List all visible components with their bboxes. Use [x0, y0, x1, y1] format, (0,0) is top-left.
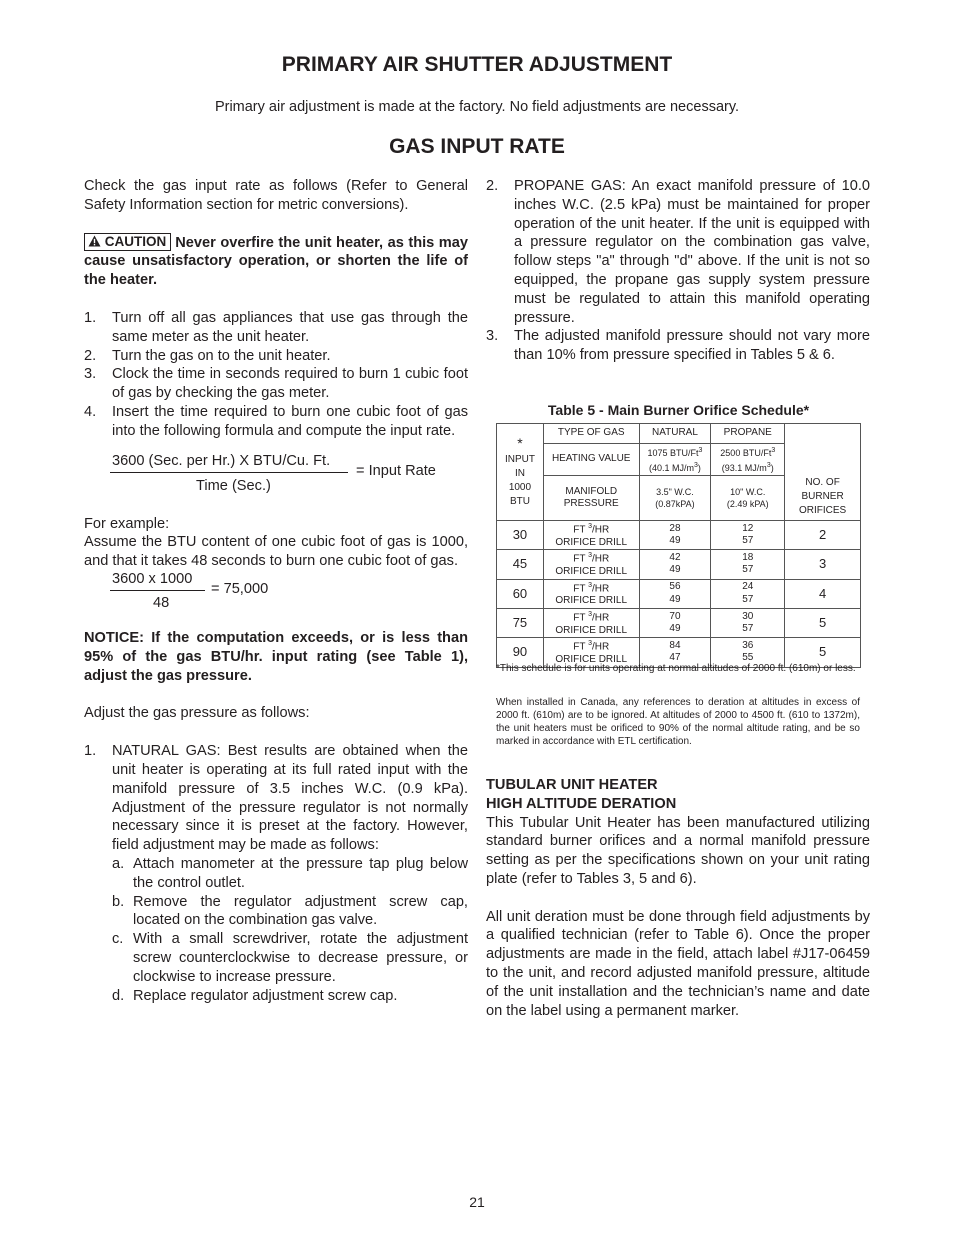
orifices-header: [785, 424, 861, 521]
natural-drill-value: 49: [669, 535, 681, 547]
gas-adjust-list-continued: [486, 177, 870, 365]
substep-letter: b.: [112, 893, 125, 910]
propane-ft-value: 36: [742, 639, 754, 651]
step-number: 2.: [84, 347, 97, 364]
propane-drill-value: 57: [742, 535, 754, 547]
caution-badge: [84, 233, 171, 251]
row-label: FT: [573, 553, 586, 565]
propane-ft-value: 18: [742, 551, 754, 563]
list-item: [112, 855, 468, 893]
hv-sup: 3: [766, 461, 771, 469]
row-label-sup: 3: [588, 610, 592, 618]
fraction-bar: [110, 590, 205, 591]
list-item: [84, 742, 468, 1005]
step-number: 1.: [84, 309, 97, 326]
steps-list: [84, 309, 468, 441]
header-text: BTU: [509, 495, 530, 507]
orifices-cell: 2: [785, 521, 861, 550]
substep-text: Remove the regulator adjustment screw cap, located on the combination gas valve.: [133, 893, 468, 929]
natural-heating-value: [639, 444, 711, 476]
formula-denominator: Time (Sec.): [196, 477, 271, 494]
caution-text: Never overfire the unit heater, as this may cause unsatisfactory operation, or shorten the life of the heater.: [84, 234, 468, 289]
example-denominator: 48: [153, 594, 170, 611]
list-item: [84, 347, 468, 366]
row-label: FT: [573, 524, 586, 536]
row-label: FT: [573, 612, 586, 624]
primary-air-heading: PRIMARY AIR SHUTTER ADJUSTMENT: [281, 53, 673, 76]
example-formula: [84, 571, 468, 617]
orifices-cell: 3: [785, 550, 861, 579]
formula-numerator: 3600 (Sec. per Hr.) X BTU/Cu. Ft.: [112, 452, 331, 469]
step-text: Turn off all gas appliances that use gas through the same meter as the unit heater.: [112, 309, 468, 345]
primary-air-text: Primary air adjustment is made at the factory. No field adjustments are necessary.: [214, 99, 740, 115]
list-item: [486, 177, 870, 327]
page-number: 21: [469, 1194, 485, 1210]
propane-ft-value: 30: [742, 610, 754, 622]
substep-text: Attach manometer at the pressure tap plug below the control outlet.: [133, 855, 468, 891]
table-row: [497, 521, 861, 550]
natural-gas-text: NATURAL GAS: Best results are obtained when the unit heater is operating at its full rated input with the manifold pressure of 3.5 inches W.C. (0.9 kPa). Adjustment of the pressure regulator is not normally necessary since it is preset at the factory. However, field adjustment may be made as follows:: [112, 743, 468, 854]
hv-sup: 3: [771, 447, 776, 454]
altitude-paragraph-2: All unit deration must be done through field adjustments by a qualified technician (refer to Table 6). Once the proper adjustments are made in the field, attach label #J17-06459 to the unit, and record adjusted manifold pressure, altitude of the unit installation and the technician’s name and date on the label using a permanent marker.: [486, 908, 870, 1019]
orifices-cell: 5: [785, 608, 861, 637]
propane-drill-value: 57: [742, 623, 754, 635]
step-number: 3.: [486, 328, 499, 345]
header-text: PRESSURE: [563, 498, 619, 509]
altitude-section: [486, 776, 870, 1020]
input-btu-cell: 75: [497, 608, 544, 637]
propane-gas-text: PROPANE GAS: An exact manifold pressure of 10.0 inches W.C. (2.5 kPa) must be maintained for proper operation of the unit heater. If the unit is equipped with a pressure regulator on the combination gas valve, follow steps "a" through "d" above. If the unit is not so equipped, the propane gas supply system pressure must be regulated to attain this manifold operating pressure.: [514, 178, 870, 326]
altitude-heading-1: TUBULAR UNIT HEATER: [486, 777, 658, 793]
header-text: NO. OF: [805, 477, 840, 488]
step-number: 1.: [84, 743, 97, 760]
altitude-heading-2: HIGH ALTITUDE DERATION: [486, 795, 677, 812]
row-label-cell: [543, 579, 639, 608]
example-numerator: 3600 x 1000: [112, 570, 193, 587]
list-item: [112, 987, 468, 1006]
step-number: 3.: [84, 366, 97, 383]
input-btu-cell: 45: [497, 550, 544, 579]
input-btu-cell: 30: [497, 521, 544, 550]
gas-adjust-list: [84, 742, 468, 1005]
step-text: Insert the time required to burn one cubic foot of gas into the following formula and compute the input rate.: [112, 403, 468, 439]
left-column: [84, 177, 468, 1005]
substep-text: With a small screwdriver, rotate the adjustment screw counterclockwise to decrease pressure, or clockwise to increase pressure.: [133, 931, 468, 985]
manifold-pressure-header: [543, 476, 639, 521]
mp-text: 10" W.C.: [730, 486, 766, 497]
natural-ft-value: 28: [669, 522, 681, 534]
caution-label: CAUTION: [104, 233, 167, 249]
row-label: ORIFICE DRILL: [555, 536, 628, 548]
right-column-top: [486, 177, 870, 365]
orifice-rows: [497, 521, 861, 668]
orifice-schedule-table: [496, 423, 861, 668]
input-btu-cell: 90: [497, 638, 544, 667]
propane-values-cell: [711, 579, 785, 608]
row-label: ORIFICE DRILL: [555, 624, 628, 636]
intro-paragraph: Check the gas input rate as follows (Refer to General Safety Information section for metric conversions).: [84, 178, 468, 213]
row-label-sup: 3: [588, 581, 592, 589]
propane-ft-value: 24: [742, 581, 754, 593]
row-label: ORIFICE DRILL: [555, 595, 628, 607]
natural-drill-value: 49: [669, 564, 681, 576]
natural-values-cell: [639, 579, 711, 608]
input-rate-formula: [84, 452, 468, 500]
input-btu-cell: 60: [497, 579, 544, 608]
step-text: Turn the gas on to the unit heater.: [112, 347, 331, 364]
table-title: Table 5 - Main Burner Orifice Schedule*: [547, 402, 810, 418]
type-of-gas-header: TYPE OF GAS: [543, 424, 639, 444]
warning-triangle-icon: [88, 235, 101, 247]
row-label: FT: [573, 582, 586, 594]
step-text: Clock the time in seconds required to burn 1 cubic foot of gas by checking the gas meter.: [112, 366, 468, 402]
propane-header: PROPANE: [711, 424, 785, 444]
header-text: IN: [514, 467, 525, 479]
propane-manifold-pressure: [711, 476, 785, 521]
row-label-sup: 3: [588, 552, 592, 560]
natural-drill-value: 49: [669, 623, 681, 635]
row-label-sup: 3: [588, 640, 592, 648]
table-footnote-2: When installed in Canada, any references to deration at altitudes in excess of 2000 ft. (610m) are to be ignored. At altitudes of 2000 to 4500 ft. (610 to 1372m), the unit heaters must be orificed to 90% of the normal altitude rating, and be so marked in accordance with ETL certification.: [496, 697, 860, 747]
row-label: /HR: [591, 524, 610, 536]
altitude-paragraph-1: This Tubular Unit Heater has been manufactured utilizing standard burner orifices and a normal manifold pressure setting as per the specifications shown on your unit rating plate (refer to Tables 3, 5 and 6).: [486, 814, 870, 887]
orifices-cell: 5: [785, 638, 861, 667]
natural-ft-value: 42: [669, 551, 681, 563]
hv-text: (93.1 MJ/m: [721, 462, 767, 473]
example-result: = 75,000: [211, 580, 269, 597]
step-text: The adjusted manifold pressure should not vary more than 10% from pressure specified in Tables 5 & 6.: [514, 328, 870, 364]
substep-letter: c.: [112, 931, 124, 948]
mp-text: 3.5" W.C.: [656, 486, 694, 497]
table-row: [497, 550, 861, 579]
hv-text: (40.1 MJ/m: [649, 462, 695, 473]
substep-letter: d.: [112, 987, 125, 1004]
mp-text: (0.87kPA): [655, 499, 695, 509]
list-item: [84, 403, 468, 441]
list-item: [84, 309, 468, 347]
table-row: [497, 608, 861, 637]
natural-values-cell: [639, 550, 711, 579]
table-footnote-1: *This schedule is for units operating at normal altitudes of 2000 ft. (610m) or less.: [496, 663, 856, 674]
row-label-cell: [543, 608, 639, 637]
list-item: [84, 365, 468, 403]
natural-values-cell: [639, 521, 711, 550]
header-text: BURNER: [801, 491, 844, 502]
hv-sup: 3: [698, 447, 703, 454]
header-text: INPUT: [504, 453, 535, 465]
row-label-sup: 3: [588, 523, 592, 530]
substep-text: Replace regulator adjustment screw cap.: [133, 987, 398, 1004]
propane-values-cell: [711, 608, 785, 637]
propane-heating-value: [711, 444, 785, 476]
hv-sup: 3: [694, 461, 698, 469]
natural-drill-value: 49: [669, 593, 681, 605]
propane-values-cell: [711, 550, 785, 579]
natural-ft-value: 84: [669, 639, 681, 651]
example-label: For example:: [84, 515, 170, 532]
header-text: ORIFICES: [798, 505, 847, 516]
orifices-cell: 4: [785, 579, 861, 608]
gas-input-heading: GAS INPUT RATE: [389, 135, 565, 158]
natural-manifold-pressure: [639, 476, 711, 521]
propane-drill-value: 55: [742, 652, 754, 664]
propane-ft-value: 12: [742, 522, 754, 534]
row-label: /HR: [591, 582, 610, 594]
fraction-bar: [110, 472, 348, 473]
row-label-cell: [543, 550, 639, 579]
substep-letter: a.: [112, 855, 125, 872]
asterisk: *: [517, 434, 523, 451]
natural-values-cell: [639, 608, 711, 637]
row-label-cell: [543, 521, 639, 550]
row-label: /HR: [591, 553, 610, 565]
example-text: Assume the BTU content of one cubic foot of gas is 1000, and that it takes 48 seconds to burn one cubic foot of gas.: [84, 534, 468, 570]
mp-text: (2.49 kPA): [726, 499, 769, 509]
propane-drill-value: 57: [742, 593, 754, 605]
hv-text: 2500 BTU/Ft: [720, 448, 772, 458]
propane-values-cell: [711, 521, 785, 550]
hv-text: 1075 BTU/Ft: [647, 448, 699, 458]
natural-drill-value: 47: [669, 652, 681, 664]
natural-ft-value: 56: [669, 581, 681, 593]
heating-value-header: HEATING VALUE: [543, 444, 639, 476]
header-text: 1000: [508, 481, 532, 493]
row-label: /HR: [591, 612, 610, 624]
notice-paragraph: NOTICE: If the computation exceeds, or is less than 95% of the gas BTU/hr. input rating (see Table 1), adjust the gas pressure.: [84, 629, 468, 684]
propane-drill-value: 57: [742, 564, 754, 576]
list-item: [112, 893, 468, 931]
row-label: ORIFICE DRILL: [555, 654, 628, 666]
table-row: [497, 579, 861, 608]
row-label: /HR: [591, 641, 610, 653]
hv-text: ): [697, 462, 701, 473]
step-number: 2.: [486, 178, 499, 194]
hv-text: ): [770, 462, 774, 473]
list-item: [486, 327, 870, 365]
step-number: 4.: [84, 403, 97, 420]
row-label: ORIFICE DRILL: [555, 566, 628, 578]
list-item: [112, 930, 468, 986]
input-btu-header: [497, 424, 544, 521]
natural-ft-value: 70: [669, 610, 681, 622]
row-label: FT: [573, 641, 586, 653]
formula-result: = Input Rate: [356, 462, 436, 479]
caution-paragraph: [84, 233, 468, 290]
natural-header: NATURAL: [639, 424, 711, 444]
substeps-list: [112, 855, 468, 1005]
header-text: MANIFOLD: [565, 485, 618, 497]
adjust-intro: Adjust the gas pressure as follows:: [84, 705, 310, 722]
